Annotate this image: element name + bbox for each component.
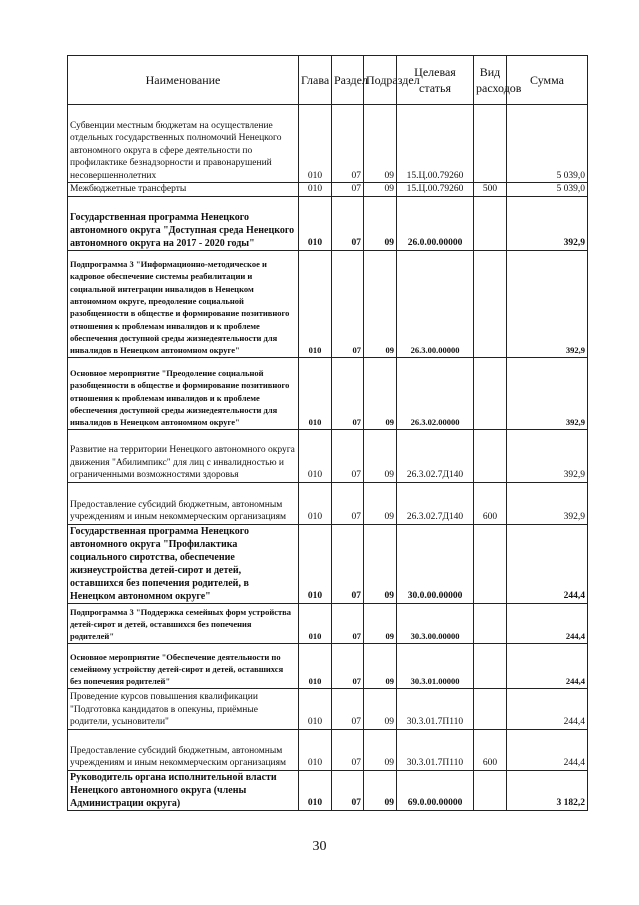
row-target-article: 30.0.00.00000 (397, 524, 474, 603)
row-sum: 244,4 (507, 643, 588, 688)
row-section: 07 (332, 250, 364, 357)
row-subsection: 09 (364, 357, 397, 429)
header-name: Наименование (68, 56, 299, 105)
row-subsection: 09 (364, 105, 397, 183)
row-section: 07 (332, 105, 364, 183)
row-chapter: 010 (299, 105, 332, 183)
row-subsection: 09 (364, 688, 397, 729)
row-subsection: 09 (364, 603, 397, 643)
row-sum: 392,9 (507, 429, 588, 482)
row-name: Государственная программа Ненецкого автономного округа "Профилактика социального сиротства, обеспечение жизнеустройства детей-сирот и детей, оставшихся без попечения родителей, в Ненецком автономном округе" (68, 524, 299, 603)
row-section: 07 (332, 482, 364, 524)
row-subsection: 09 (364, 770, 397, 810)
row-expense-type: 500 (474, 183, 507, 197)
row-name: Подпрограмма 3 "Поддержка семейных форм устройства детей-сирот и детей, оставшихся без попечения родителей" (68, 603, 299, 643)
row-chapter: 010 (299, 196, 332, 250)
row-expense-type (474, 250, 507, 357)
page-number: 30 (312, 839, 327, 854)
header-section: Раздел (332, 56, 364, 105)
row-target-article: 26.3.02.7Д140 (397, 429, 474, 482)
table-row (68, 770, 588, 810)
row-chapter: 010 (299, 357, 332, 429)
row-subsection: 09 (364, 250, 397, 357)
row-chapter: 010 (299, 770, 332, 810)
row-target-article: 69.0.00.00000 (397, 770, 474, 810)
table-header-row (68, 56, 588, 105)
row-section: 07 (332, 688, 364, 729)
row-subsection: 09 (364, 196, 397, 250)
row-target-article: 26.3.00.00000 (397, 250, 474, 357)
row-section: 07 (332, 429, 364, 482)
row-name: Руководитель органа исполнительной власти Ненецкого автономного округа (члены Администрации округа) (68, 770, 299, 810)
row-expense-type (474, 688, 507, 729)
row-expense-type: 600 (474, 729, 507, 770)
row-subsection: 09 (364, 729, 397, 770)
table-row (68, 688, 588, 729)
row-chapter: 010 (299, 524, 332, 603)
header-subsection: Подраздел (364, 56, 397, 105)
row-chapter: 010 (299, 688, 332, 729)
row-target-article: 15.Ц.00.79260 (397, 105, 474, 183)
row-expense-type (474, 357, 507, 429)
row-expense-type (474, 643, 507, 688)
row-subsection: 09 (364, 482, 397, 524)
table-row (68, 524, 588, 603)
row-target-article: 26.0.00.00000 (397, 196, 474, 250)
header-chapter: Глава (299, 56, 332, 105)
row-name: Основное мероприятие "Обеспечение деятельности по семейному устройству детей-сирот и детей, оставшихся без попечения родителей" (68, 643, 299, 688)
row-expense-type (474, 603, 507, 643)
header-expense-type: Вид расходов (474, 56, 507, 105)
table-row (68, 357, 588, 429)
header-sum: Сумма (507, 56, 588, 105)
row-target-article: 15.Ц.00.79260 (397, 183, 474, 197)
table-row (68, 603, 588, 643)
row-chapter: 010 (299, 603, 332, 643)
row-subsection: 09 (364, 429, 397, 482)
row-sum: 392,9 (507, 196, 588, 250)
row-chapter: 010 (299, 482, 332, 524)
table-row (68, 183, 588, 197)
row-chapter: 010 (299, 250, 332, 357)
row-section: 07 (332, 524, 364, 603)
row-subsection: 09 (364, 183, 397, 197)
row-sum: 244,4 (507, 729, 588, 770)
budget-table (67, 55, 588, 811)
row-section: 07 (332, 770, 364, 810)
row-expense-type (474, 524, 507, 603)
row-chapter: 010 (299, 183, 332, 197)
row-target-article: 30.3.01.7П110 (397, 688, 474, 729)
row-sum: 392,9 (507, 357, 588, 429)
row-chapter: 010 (299, 729, 332, 770)
row-name: Развитие на территории Ненецкого автономного округа движения "Абилимпикс" для лиц с инвалидностью и ограниченными возможностями здоровья (68, 429, 299, 482)
row-name: Проведение курсов повышения квалификации "Подготовка кандидатов в опекуны, приёмные родители, усыновители" (68, 688, 299, 729)
row-chapter: 010 (299, 643, 332, 688)
row-section: 07 (332, 357, 364, 429)
row-name: Государственная программа Ненецкого автономного округа "Доступная среда Ненецкого автономного округа на 2017 - 2020 годы" (68, 196, 299, 250)
row-section: 07 (332, 183, 364, 197)
row-expense-type: 600 (474, 482, 507, 524)
row-sum: 392,9 (507, 250, 588, 357)
row-name: Подпрограмма 3 "Информационно-методическое и кадровое обеспечение системы реабилитации и социальной интеграции инвалидов в Ненецком автономном округе, преодоление социальной разобщенности в обществе и формирование позитивного отношения к проблемам инвалидов и к проблеме обеспечения доступной среды жизнедеятельности для инвалидов в Ненецком автономном округе" (68, 250, 299, 357)
table-row (68, 729, 588, 770)
row-sum: 5 039,0 (507, 183, 588, 197)
row-expense-type (474, 429, 507, 482)
row-sum: 3 182,2 (507, 770, 588, 810)
row-name: Межбюджетные трансферты (68, 183, 299, 197)
row-sum: 5 039,0 (507, 105, 588, 183)
header-target-article: Целевая статья (397, 56, 474, 105)
row-name: Предоставление субсидий бюджетным, автономным учреждениям и иным некоммерческим организациям (68, 729, 299, 770)
row-sum: 392,9 (507, 482, 588, 524)
row-sum: 244,4 (507, 524, 588, 603)
row-subsection: 09 (364, 643, 397, 688)
row-name: Основное мероприятие "Преодоление социальной разобщенности в обществе и формирование позитивного отношения к проблемам инвалидов и к проблеме обеспечения доступной среды жизнедеятельности для инвалидов в Ненецком автономном округе" (68, 357, 299, 429)
row-section: 07 (332, 643, 364, 688)
row-name: Предоставление субсидий бюджетным, автономным учреждениям и иным некоммерческим организациям (68, 482, 299, 524)
row-target-article: 26.3.02.7Д140 (397, 482, 474, 524)
table-row (68, 105, 588, 183)
row-section: 07 (332, 196, 364, 250)
table-row (68, 429, 588, 482)
row-target-article: 30.3.01.7П110 (397, 729, 474, 770)
row-sum: 244,4 (507, 603, 588, 643)
table-row (68, 196, 588, 250)
row-chapter: 010 (299, 429, 332, 482)
row-section: 07 (332, 603, 364, 643)
row-sum: 244,4 (507, 688, 588, 729)
row-expense-type (474, 105, 507, 183)
row-expense-type (474, 770, 507, 810)
row-target-article: 30.3.01.00000 (397, 643, 474, 688)
row-section: 07 (332, 729, 364, 770)
row-expense-type (474, 196, 507, 250)
table-row (68, 250, 588, 357)
row-name: Субвенции местным бюджетам на осуществление отдельных государственных полномочий Ненецкого автономного округа в сфере деятельности по профилактике безнадзорности и правонарушений несовершеннолетних (68, 105, 299, 183)
table-row (68, 643, 588, 688)
row-target-article: 30.3.00.00000 (397, 603, 474, 643)
row-subsection: 09 (364, 524, 397, 603)
table-row (68, 482, 588, 524)
row-target-article: 26.3.02.00000 (397, 357, 474, 429)
